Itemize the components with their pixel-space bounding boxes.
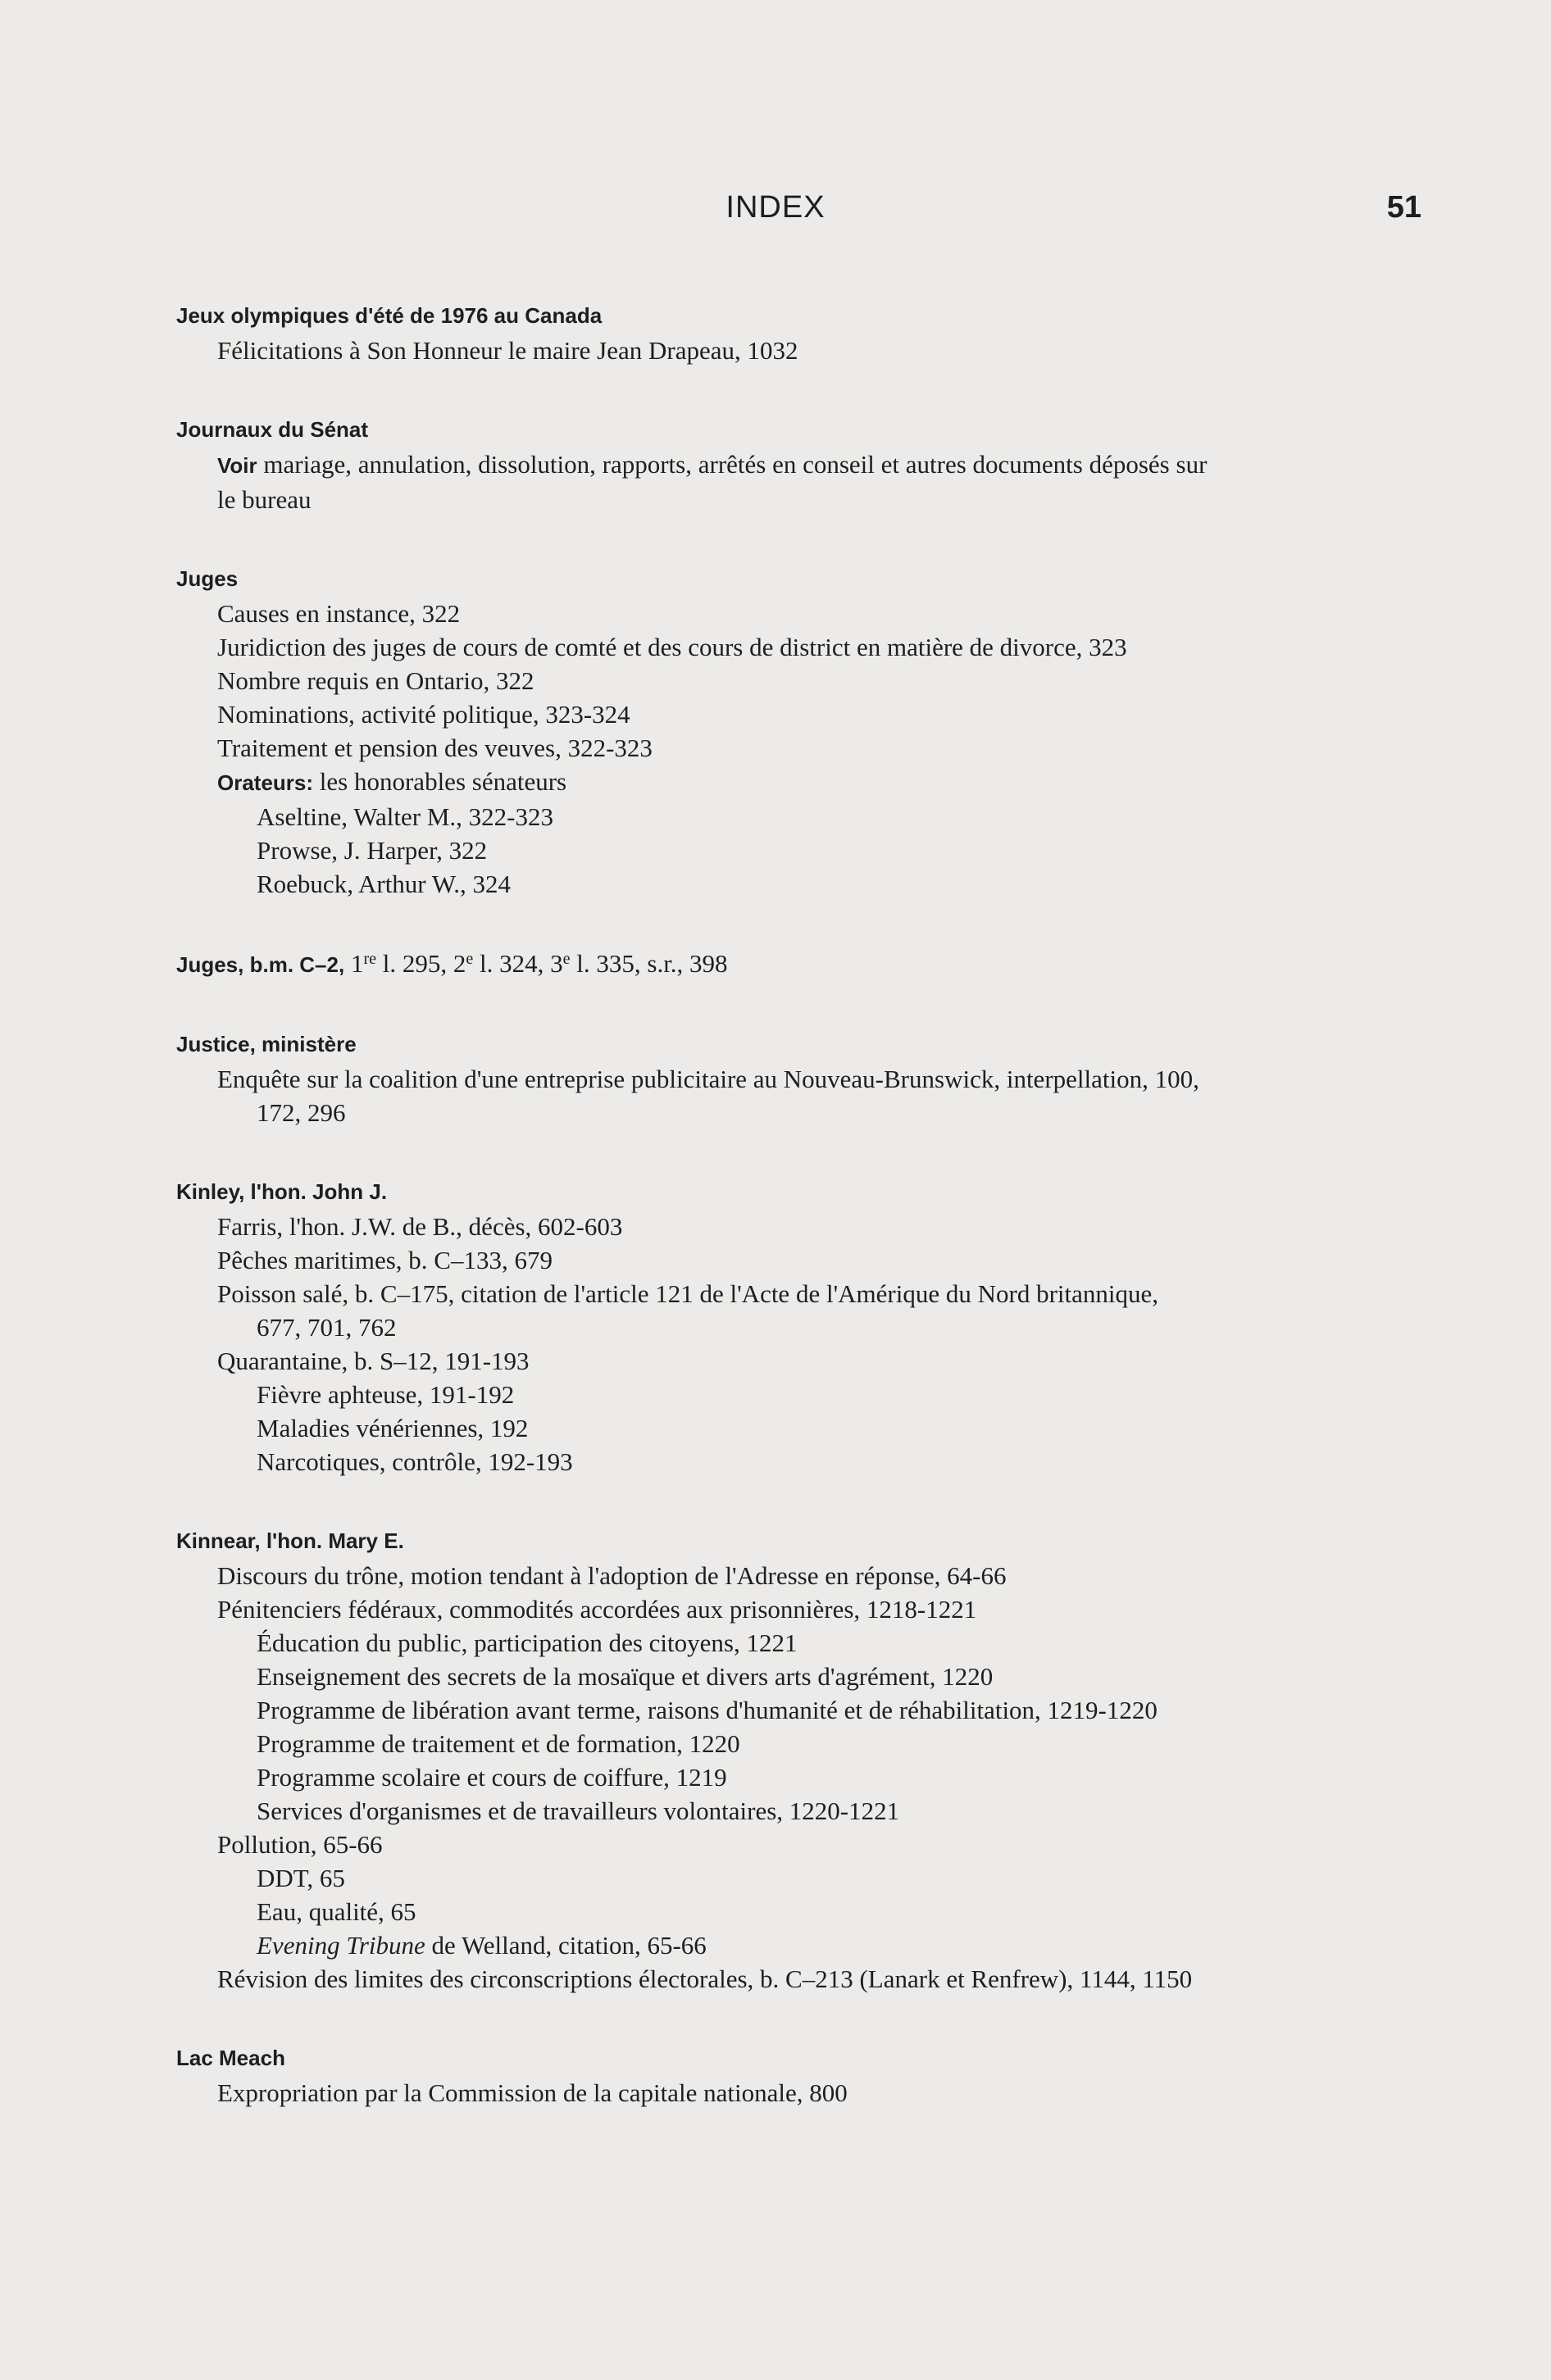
entry-subline: Programme de traitement et de formation, 1220 xyxy=(257,1729,740,1758)
reading-3-sup: e xyxy=(562,950,571,968)
entry-jeux-olympiques xyxy=(176,299,1422,367)
reading-2-sup: e xyxy=(466,950,474,968)
entry-line xyxy=(176,765,1422,800)
entry-subline: Roebuck, Arthur W., 324 xyxy=(257,870,511,898)
entry-line-continued: 172, 296 xyxy=(257,1098,346,1127)
juges-bm-readings xyxy=(344,949,727,978)
orateurs-label: Orateurs: xyxy=(217,770,314,795)
entry-subline: Prowse, J. Harper, 322 xyxy=(257,836,488,865)
entry-heading: Juges xyxy=(176,566,239,591)
entry-heading xyxy=(176,947,1422,982)
entry-subline: Programme de libération avant terme, raisons d'humanité et de réhabilitation, 1219-1220 xyxy=(257,1696,1158,1724)
reading-3-text: l. 335, s.r., 398 xyxy=(570,949,728,978)
entry-line: Nominations, activité politique, 323-324 xyxy=(217,700,630,729)
page-number: 51 xyxy=(1386,190,1421,225)
entry-heading: Kinnear, l'hon. Mary E. xyxy=(176,1528,404,1553)
entry-line: Poisson salé, b. C–175, citation de l'article 121 de l'Acte de l'Amérique du Nord britannique, xyxy=(217,1279,1158,1308)
entry-subline: Maladies vénériennes, 192 xyxy=(257,1414,529,1442)
entry-line-continued: 677, 701, 762 xyxy=(257,1313,397,1342)
entry-line xyxy=(176,447,1422,483)
reading-1: 1 xyxy=(344,949,364,978)
reading-1-sup: re xyxy=(363,950,376,968)
entry-line: Pollution, 65-66 xyxy=(217,1830,383,1859)
entry-juges xyxy=(176,562,1422,901)
entry-subline xyxy=(176,1928,1422,1962)
entry-lac-meach xyxy=(176,2042,1422,2110)
entry-kinnear xyxy=(176,1524,1422,1996)
orateurs-text: les honorables sénateurs xyxy=(313,767,567,796)
newspaper-title: Evening Tribune xyxy=(257,1931,425,1960)
entry-line: Causes en instance, 322 xyxy=(217,599,461,628)
entry-line: Pêches maritimes, b. C–133, 679 xyxy=(217,1246,553,1274)
page-title: INDEX xyxy=(725,190,826,225)
entry-line: Enquête sur la coalition d'une entreprise publicitaire au Nouveau-Brunswick, interpellation, 100, xyxy=(217,1065,1199,1093)
subline-text: de Welland, citation, 65-66 xyxy=(425,1931,707,1960)
voir-text: mariage, annulation, dissolution, rapports, arrêtés en conseil et autres documents déposés sur xyxy=(257,450,1208,479)
entry-journaux-du-senat xyxy=(176,413,1422,516)
entry-subline: Éducation du public, participation des citoyens, 1221 xyxy=(257,1628,798,1657)
entry-line: Traitement et pension des veuves, 322-323 xyxy=(217,734,653,762)
reading-2-text: l. 324, 3 xyxy=(473,949,563,978)
reading-1-text: l. 295, 2 xyxy=(375,949,466,978)
entry-line: Pénitenciers fédéraux, commodités accordées aux prisonnières, 1218-1221 xyxy=(217,1595,977,1624)
entry-subline: DDT, 65 xyxy=(257,1864,345,1892)
entry-subline: Fièvre aphteuse, 191-192 xyxy=(257,1380,515,1409)
entry-line: Nombre requis en Ontario, 322 xyxy=(217,666,534,695)
entry-line: Révision des limites des circonscriptions électorales, b. C–213 (Lanark et Renfrew), 1144, 1150 xyxy=(217,1964,1193,1993)
voir-label: Voir xyxy=(217,453,257,478)
entry-line: Quarantaine, b. S–12, 191-193 xyxy=(217,1347,530,1375)
entry-heading: Jeux olympiques d'été de 1976 au Canada xyxy=(176,303,603,328)
entry-justice-ministere xyxy=(176,1028,1422,1129)
entry-subline: Services d'organismes et de travailleurs volontaires, 1220-1221 xyxy=(257,1796,900,1825)
entry-line: Discours du trône, motion tendant à l'adoption de l'Adresse en réponse, 64-66 xyxy=(217,1561,1007,1590)
entry-line: Expropriation par la Commission de la capitale nationale, 800 xyxy=(217,2078,848,2107)
entry-line: le bureau xyxy=(217,485,312,514)
entry-subline: Narcotiques, contrôle, 192-193 xyxy=(257,1447,573,1476)
entry-kinley xyxy=(176,1175,1422,1478)
entry-juges-bm xyxy=(176,947,1422,982)
entry-subline: Programme scolaire et cours de coiffure, 1219 xyxy=(257,1763,727,1792)
juges-bm-label: Juges, b.m. C–2, xyxy=(176,952,345,977)
entry-line: Juridiction des juges de cours de comté et des cours de district en matière de divorce, 323 xyxy=(217,633,1127,661)
entry-heading: Kinley, l'hon. John J. xyxy=(176,1179,388,1204)
entry-heading: Journaux du Sénat xyxy=(176,417,369,442)
entry-heading: Lac Meach xyxy=(176,2046,285,2070)
entry-heading: Justice, ministère xyxy=(176,1032,357,1056)
entry-line: Félicitations à Son Honneur le maire Jean Drapeau, 1032 xyxy=(217,336,798,365)
entry-line: Farris, l'hon. J.W. de B., décès, 602-603 xyxy=(217,1212,623,1241)
index-content xyxy=(176,299,1422,2155)
entry-subline: Enseignement des secrets de la mosaïque et divers arts d'agrément, 1220 xyxy=(257,1662,994,1691)
entry-subline: Aseltine, Walter M., 322-323 xyxy=(257,802,553,831)
entry-subline: Eau, qualité, 65 xyxy=(257,1897,416,1926)
